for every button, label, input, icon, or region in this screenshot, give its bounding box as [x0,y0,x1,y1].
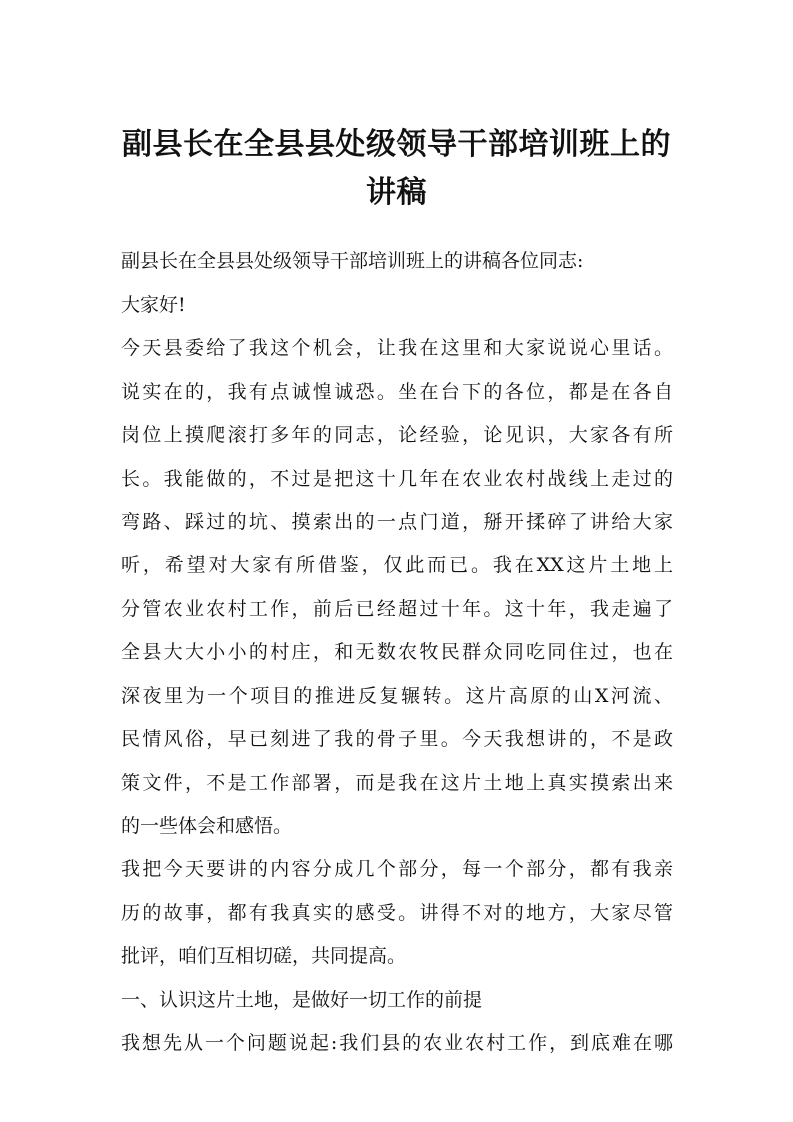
body-line-3: 今天县委给了我这个机会，让我在这里和大家说说心里话。 [121,337,673,359]
body-line-8: 听，希望对大家有所借鉴，仅此而已。我在XX这片土地上 [121,554,673,576]
body-line-2: 大家好! [121,294,186,316]
body-line-13: 策文件，不是工作部署，而是我在这片土地上真实摸索出来 [121,772,673,794]
body-line-9: 分管农业农村工作，前后已经超过十年。这十年，我走遍了 [121,598,673,620]
body-line-17: 批评，咱们互相切磋，共同提高。 [121,945,407,967]
body-line-14: 的一些体会和感悟。 [121,815,293,837]
body-line-1: 副县长在全县县处级领导干部培训班上的讲稿各位同志: [121,250,584,272]
document-title-line-2: 讲稿 [366,175,427,210]
body-line-5: 岗位上摸爬滚打多年的同志，论经验，论见识，大家各有所 [121,424,673,446]
body-line-11: 深夜里为一个项目的推进反复辗转。这片高原的山X河流、 [121,685,673,707]
document-title-line-1: 副县长在全县县处级领导干部培训班上的 [122,127,671,162]
body-line-19: 我想先从一个问题说起:我们县的农业农村工作，到底难在哪 [121,1032,673,1054]
body-line-16: 历的故事，都有我真实的感受。讲得不对的地方，大家尽管 [121,902,673,924]
body-line-6: 长。我能做的，不过是把这十几年在农业农村战线上走过的 [121,468,673,490]
body-line-7: 弯路、踩过的坑、摸索出的一点门道，掰开揉碎了讲给大家 [121,511,673,533]
body-line-12: 民情风俗，早已刻进了我的骨子里。今天我想讲的，不是政 [121,728,673,750]
section-heading-1: 一、认识这片土地，是做好一切工作的前提 [121,989,483,1011]
body-line-15: 我把今天要讲的内容分成几个部分，每一个部分，都有我亲 [121,858,673,880]
body-line-4: 说实在的，我有点诚惶诚恐。坐在台下的各位，都是在各自 [121,381,673,403]
body-line-10: 全县大大小小的村庄，和无数农牧民群众同吃同住过，也在 [121,641,673,663]
